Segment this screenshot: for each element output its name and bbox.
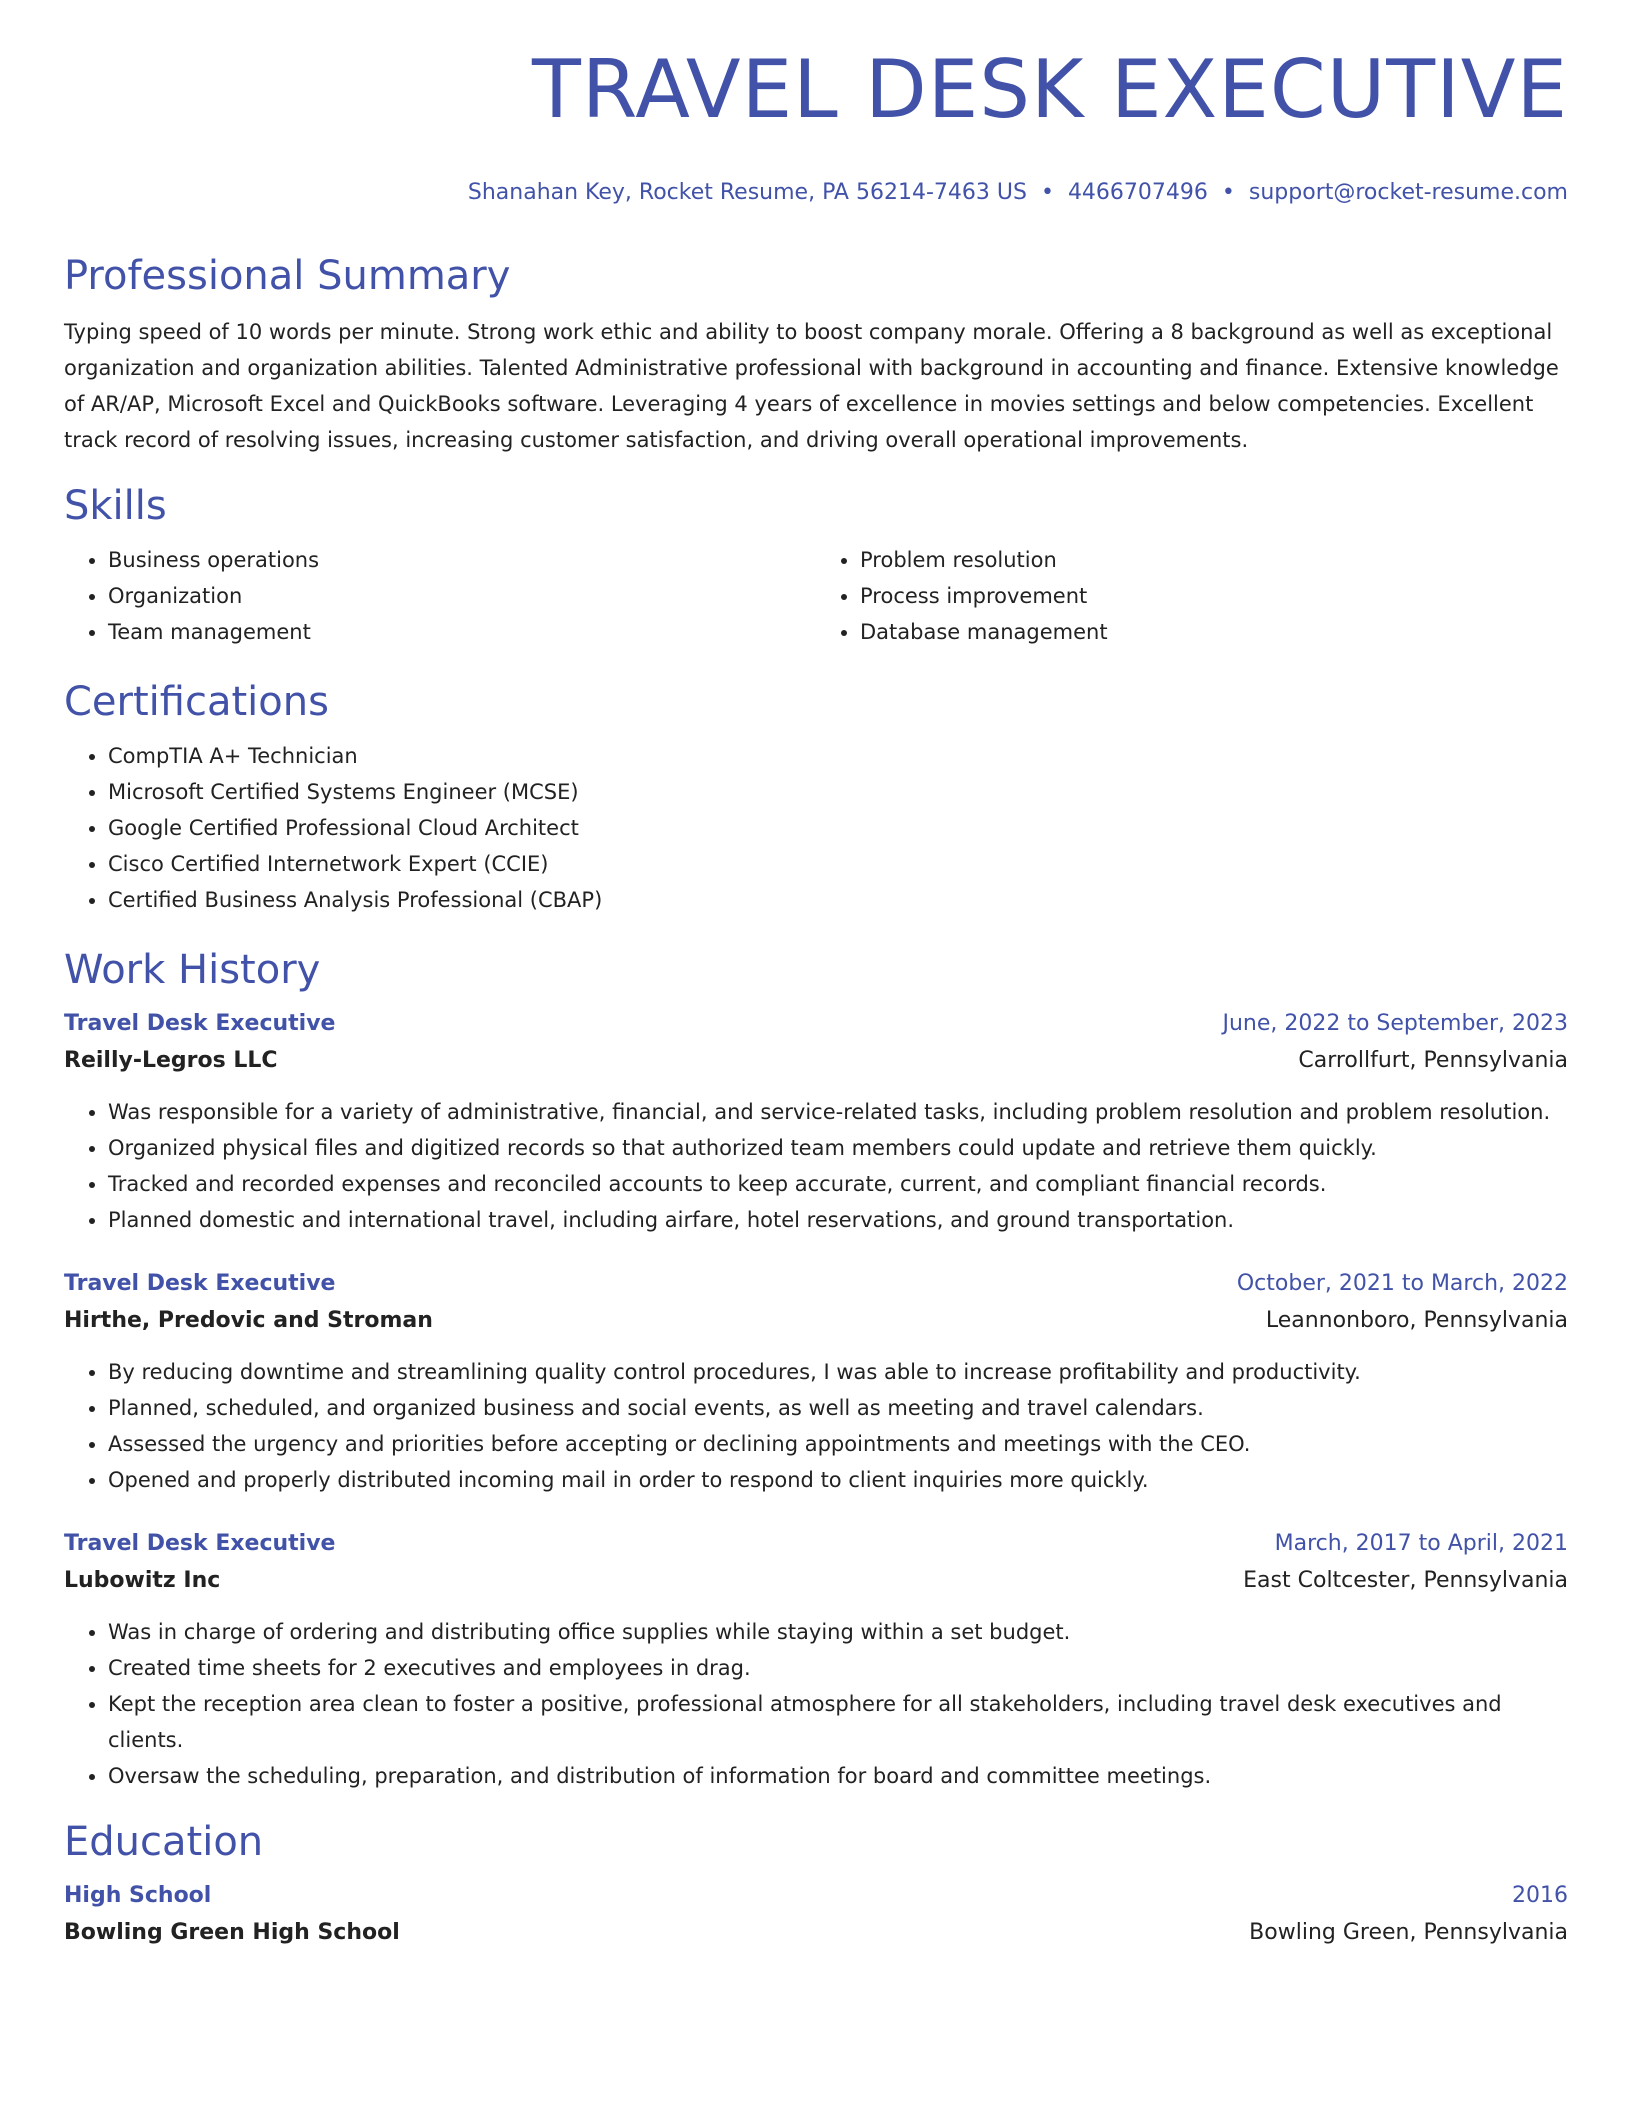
job-title: Travel Desk Executive <box>64 1271 336 1296</box>
resume-page <box>64 43 1568 1952</box>
job-duty: • Opened and properly distributed incoming mail in order to respond to client inquiries more quickly. <box>108 1462 1568 1498</box>
contact-line <box>64 180 1568 210</box>
skills-column-right <box>816 542 1568 650</box>
certifications-list <box>64 738 1568 918</box>
job-duty: • Was in charge of ordering and distributing office supplies while staying within a set budget. <box>108 1614 1568 1650</box>
contact-address: Shanahan Key, Rocket Resume, PA 56214-7463 US <box>467 180 1027 205</box>
job-company: Lubowitz Inc <box>64 1568 221 1593</box>
job-company: Reilly-Legros LLC <box>64 1048 278 1073</box>
contact-separator: • <box>1040 180 1054 205</box>
contact-separator: • <box>1221 180 1235 205</box>
skills-column-left <box>64 542 816 650</box>
certification-item: • Google Certified Professional Cloud Architect <box>108 810 1568 846</box>
job-duty: • Planned, scheduled, and organized business and social events, as well as meeting and travel calendars. <box>108 1390 1568 1426</box>
job-duty: • Tracked and recorded expenses and reconciled accounts to keep accurate, current, and compliant financial records. <box>108 1166 1568 1202</box>
job-dates: June, 2022 to September, 2023 <box>1222 1011 1568 1036</box>
resume-title: TRAVEL DESK EXECUTIVE <box>532 43 1568 136</box>
work-history-heading: Work History <box>64 947 321 993</box>
contact-email: support@rocket-resume.com <box>1248 180 1568 205</box>
job-duty: • Organized physical files and digitized records so that authorized team members could update and retrieve them quickly. <box>108 1130 1568 1166</box>
job-entry <box>64 1266 1568 1498</box>
job-company: Hirthe, Predovic and Stroman <box>64 1308 433 1333</box>
skill-item: • Process improvement <box>860 578 1568 614</box>
skills-heading: Skills <box>64 483 167 529</box>
job-duties <box>64 1354 1568 1498</box>
summary-heading: Professional Summary <box>64 253 511 299</box>
contact-phone: 4466707496 <box>1067 180 1208 205</box>
job-title: Travel Desk Executive <box>64 1531 336 1556</box>
job-title: Travel Desk Executive <box>64 1011 336 1036</box>
job-location: Carrollfurt, Pennsylvania <box>1298 1048 1568 1073</box>
skill-item: • Team management <box>108 614 816 650</box>
skill-item: • Organization <box>108 578 816 614</box>
certification-item: • CompTIA A+ Technician <box>108 738 1568 774</box>
certification-item: • Cisco Certified Internetwork Expert (CCIE) <box>108 846 1568 882</box>
certifications-heading: Certifications <box>64 679 329 725</box>
job-duty: • Kept the reception area clean to foster a positive, professional atmosphere for all stakeholders, including travel desk executives and clients. <box>108 1686 1568 1758</box>
job-entry <box>64 1006 1568 1238</box>
education-heading: Education <box>64 1819 264 1865</box>
job-entry <box>64 1526 1568 1794</box>
job-duties <box>64 1094 1568 1238</box>
skill-item: • Problem resolution <box>860 542 1568 578</box>
education-degree: High School <box>64 1883 212 1908</box>
education-school: Bowling Green High School <box>64 1920 400 1945</box>
education-entry <box>64 1878 1568 1952</box>
skill-item: • Business operations <box>108 542 816 578</box>
education-year: 2016 <box>1512 1883 1568 1908</box>
education-location: Bowling Green, Pennsylvania <box>1249 1920 1568 1945</box>
certification-item: • Certified Business Analysis Professional (CBAP) <box>108 882 1568 918</box>
skills-list <box>64 542 1568 650</box>
summary-text: Typing speed of 10 words per minute. Strong work ethic and ability to boost company morale. Offering a 8 background as well as exceptional organization and organization abilities. Talented Administrative professional with background in accounting and finance. Extensive knowledge of AR/AP, Microsoft Excel and QuickBooks software. Leveraging 4 years of excellence in movies settings and below competencies. Excellent track record of resolving issues, increasing customer satisfaction, and driving overall operational improvements. <box>64 320 1559 452</box>
job-duties <box>64 1614 1568 1794</box>
job-location: Leannonboro, Pennsylvania <box>1265 1308 1568 1333</box>
skill-item: • Database management <box>860 614 1568 650</box>
certification-item: • Microsoft Certified Systems Engineer (MCSE) <box>108 774 1568 810</box>
job-dates: March, 2017 to April, 2021 <box>1274 1531 1568 1556</box>
job-duty: • Created time sheets for 2 executives and employees in drag. <box>108 1650 1568 1686</box>
job-duty: • Planned domestic and international travel, including airfare, hotel reservations, and ground transportation. <box>108 1202 1568 1238</box>
job-duty: • By reducing downtime and streamlining quality control procedures, I was able to increase profitability and productivity. <box>108 1354 1568 1390</box>
job-duty: • Was responsible for a variety of administrative, financial, and service-related tasks, including problem resolution and problem resolution. <box>108 1094 1568 1130</box>
job-location: East Coltcester, Pennsylvania <box>1243 1568 1568 1593</box>
job-dates: October, 2021 to March, 2022 <box>1236 1271 1568 1296</box>
job-duty: • Oversaw the scheduling, preparation, and distribution of information for board and committee meetings. <box>108 1758 1568 1794</box>
job-duty: • Assessed the urgency and priorities before accepting or declining appointments and meetings with the CEO. <box>108 1426 1568 1462</box>
